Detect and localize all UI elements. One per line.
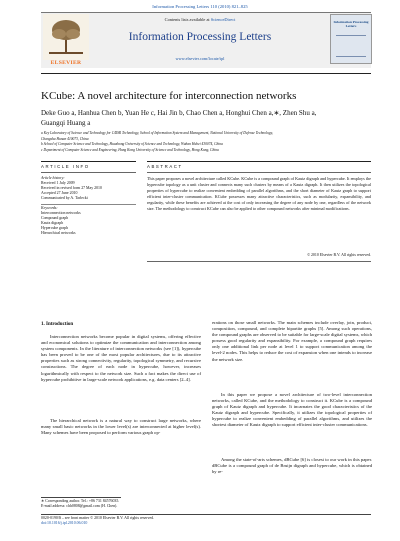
history-label: Article history: xyxy=(41,176,65,180)
author-line: Guangqi Huang a xyxy=(41,118,91,127)
affiliation-line: a Key Laboratory of Science and Technology for C4ISR Technology, School of Information System and Management, National University of Defense Technology, xyxy=(41,131,273,135)
abstract-text: This paper proposes a novel architecture called KCube. KCube is a compound graph of Kautz digraph and hypercube. It employs the hypercube topology as a unit cluster and connects many such clusters by means of a Kautz digraph. It then utilizes the topological properties of hypercube to realize convenient embedding of parallel algorithms, and the short diameter of Kautz graph to support efficient inter-cluster communication. KCube possesses many attractive characteristics, such as modularity, expansibility, and regularity, while these benefits are achieved at the cost of only increasing the degree of any node by one, regardless of the network size. The methodology to construct KCube can also be applied to other compound networks after minimal modifications. xyxy=(147,176,371,212)
history-item: Communicated by A. Tarlecki xyxy=(41,196,88,201)
history-item: Received 1 July 2009 xyxy=(41,181,75,186)
intro-paragraph-3: erations on those small networks. The main schemes include overlay, join, product, composition, compound, and complete bipartite graphs [5]. Among such operations, the compound graphs are observed to be suitable for large-scale digital systems, which possess good regularity and expansibility. For example, a compound graph requires only one additional link per node at level 1 to support communication among the level-2 nodes. This helps to reduce the cost of expansion when one intends to increase the network size. xyxy=(212,320,372,362)
journal-homepage-link[interactable]: www.elsevier.com/locate/ipl xyxy=(175,56,225,61)
abstract-rule-top xyxy=(147,161,371,162)
intro-paragraph-2: The hierarchical network is a natural way to construct large networks, where many small basic networks in the lower level(s) are interconnected at higher level(s). Many schemes have been proposed to perform various graph op- xyxy=(41,418,201,436)
keyword: Interconnection networks xyxy=(41,211,81,216)
history-item: Received in revised form 27 May 2010 xyxy=(41,186,102,191)
publisher-name: ELSEVIER xyxy=(50,60,82,66)
keyword: Compound graph xyxy=(41,216,69,221)
journal-cover-thumbnail xyxy=(330,14,372,64)
sciencedirect-link[interactable]: ScienceDirect xyxy=(210,17,236,22)
keyword: Hypercube graph xyxy=(41,226,68,231)
affiliation-line: c Department of Computer Science and Engineering, Hong Kong University of Science and Technology, Hong Kong, China xyxy=(41,147,219,152)
author-line: Deke Guo a, Hanhua Chen b, Yuan He c, Hai Jin b, Chao Chen a, Honghui Chen a,∗, Zhen Shu a, xyxy=(41,109,317,117)
article-history xyxy=(41,176,141,201)
intro-paragraph-5: Among the state-of-arts schemes, dBCube [6] is closest to our work in this paper. dBCube is a compound graph of de Bruijn digraph and hypercube, which is obtained by re- xyxy=(212,457,372,475)
article-info-heading: ARTICLE INFO xyxy=(41,164,90,169)
abstract-copyright: © 2010 Elsevier B.V. All rights reserved. xyxy=(307,253,371,257)
footer xyxy=(41,516,241,526)
cover-decoration xyxy=(336,35,366,57)
keywords xyxy=(41,206,141,237)
section-heading: 1. Introduction xyxy=(41,322,74,327)
intro-paragraph-1: Interconnection networks become popular in digital systems, offering effective and economical solutions to optimize the communication and interconnection among system components. In the literature of interconnection networks (see [1]), hypercube has been proved to be one of the most popular architectures, due to its attractive properties such as strong connectivity, regularity, topological symmetry, and recursive constructions. The degree of each node in hypercube, however, increases logarithmically with respect to the network size. Such a fact makes the direct use of hypercube prohibitive in large-scale network applications, e.g. data centers [2–4]. xyxy=(41,334,201,382)
author-list xyxy=(41,109,341,128)
corresponding-author: ∗ Corresponding author. Tel.: +86 731 84576035. xyxy=(41,499,120,503)
email-address[interactable]: E-mail address: chh0808@gmail.com (H. Chen). xyxy=(41,504,118,509)
header-rule xyxy=(41,73,371,74)
cover-title: Information Processing Letters xyxy=(333,20,369,28)
affiliation-line: Changsha Hunan 410073, China xyxy=(41,136,89,141)
history-item: Accepted 27 June 2010 xyxy=(41,191,78,196)
journal-citation[interactable]: Information Processing Letters 110 (2010) 821–825 xyxy=(152,4,248,9)
article-title: KCube: A novel architecture for interconnection networks xyxy=(41,90,297,102)
keyword: Hierarchical networks xyxy=(41,231,76,236)
journal-name: Information Processing Letters xyxy=(128,31,272,43)
intro-paragraph-4: In this paper we propose a novel architecture of two-level interconnection networks, called KCube, and the methodology to construct it. KCube is a compound graph of Kautz digraph and hypercube. It incarnates the good characteristics of the Kautz digraph and hypercube. Specifically, it utilizes the topological properties of hypercube to realize convenient embedding of parallel algorithms, and utilizes the shortest diameter of Kautz digraph to support efficient inter-cluster communications. xyxy=(212,392,372,428)
contents-prefix: Contents lists available at xyxy=(164,17,211,22)
keywords-label: Keywords: xyxy=(41,206,58,210)
affiliations xyxy=(41,131,371,153)
issn-line: 0020-0190/$ – see front matter © 2010 Elsevier B.V. All rights reserved. xyxy=(41,516,155,520)
footnote-block xyxy=(41,499,206,509)
info-rule-top xyxy=(41,161,136,162)
doi-link[interactable]: doi:10.1016/j.ipl.2010.06.010 xyxy=(41,521,88,526)
abstract-heading: ABSTRACT xyxy=(147,164,183,169)
keyword: Kautz digraph xyxy=(41,221,64,226)
affiliation-line: b School of Computer Science and Technology, Huazhong University of Science and Technology, Wuhan Hubei 430074, China xyxy=(41,142,223,147)
